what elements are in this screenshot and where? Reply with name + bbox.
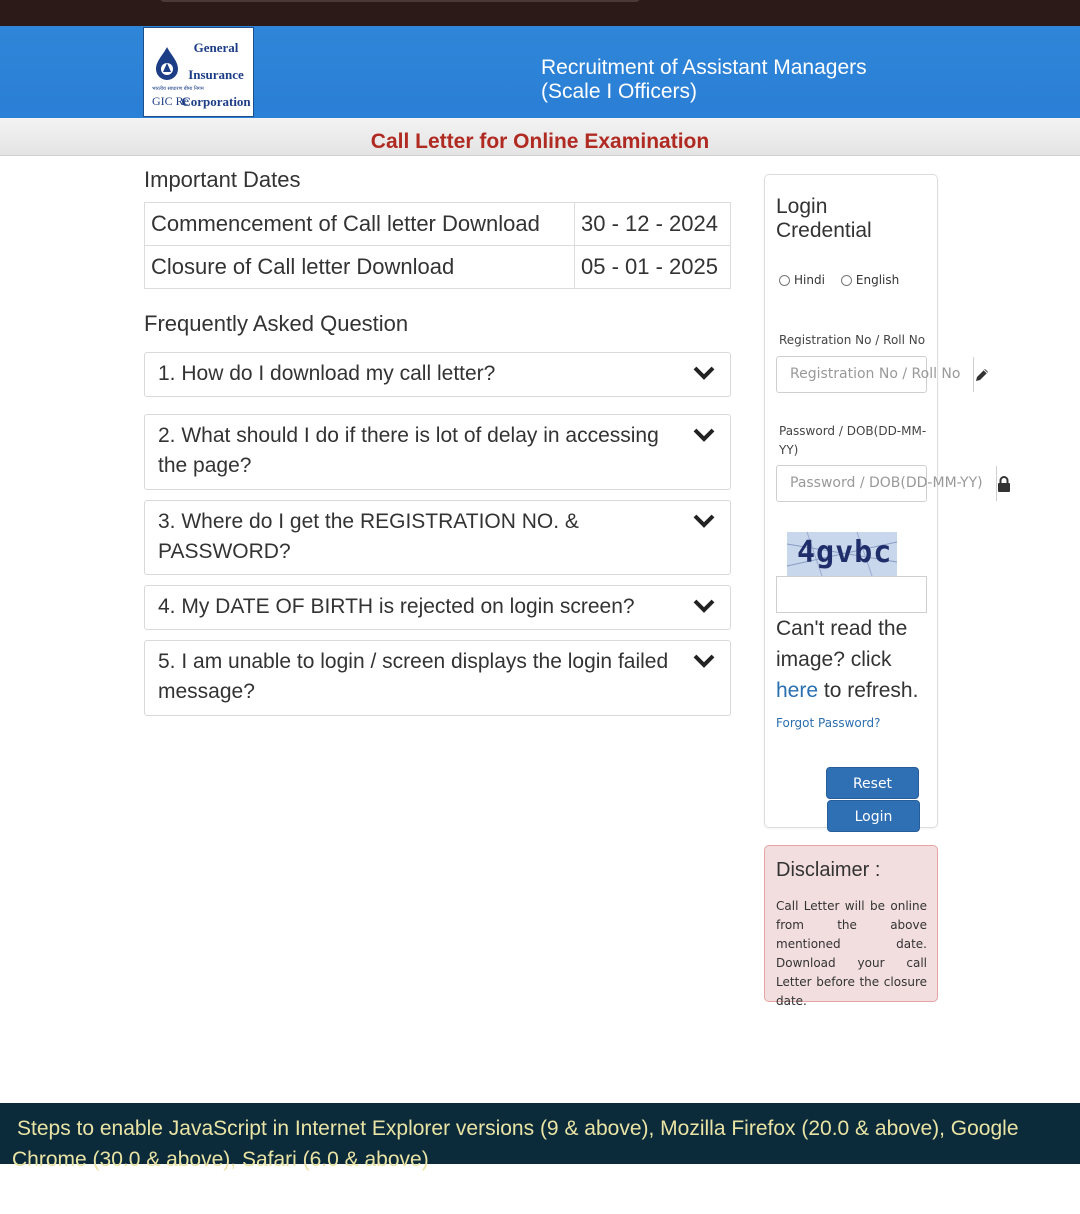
registration-addon <box>974 357 990 392</box>
gic-drop-logo-icon <box>153 46 181 82</box>
english-radio[interactable] <box>841 275 852 286</box>
login-title-line-2: Credential <box>776 219 872 242</box>
chevron-down-icon[interactable] <box>692 653 716 669</box>
hindi-radio[interactable] <box>779 275 790 286</box>
registration-input-group <box>776 356 961 393</box>
captcha-image <box>787 532 897 576</box>
registration-input[interactable]: Registration No / Roll No <box>777 357 974 392</box>
page-heading <box>541 56 961 104</box>
address-bar-edge <box>160 0 640 2</box>
chevron-down-icon[interactable] <box>692 365 716 381</box>
logo-gic-text: GIC Re <box>152 94 189 108</box>
heading-line-2: (Scale I Officers) <box>541 80 697 103</box>
faq-item-1[interactable] <box>144 352 731 397</box>
browser-top-bar <box>0 0 1080 26</box>
faq-question: 5. I am unable to login / screen displays the login failed message? <box>158 650 669 703</box>
chevron-down-icon[interactable] <box>692 513 716 529</box>
chevron-down-icon[interactable] <box>692 427 716 443</box>
page-subtitle: Call Letter for Online Examination <box>370 130 710 153</box>
disclaimer-text: Call Letter will be online from the above mentioned date. Download your call Letter before the closure date. <box>776 899 927 1008</box>
forgot-password-link[interactable]: Forgot Password? <box>776 716 881 730</box>
hindi-label[interactable]: Hindi <box>794 273 825 287</box>
chevron-down-icon[interactable] <box>692 598 716 614</box>
disclaimer-box <box>764 845 938 1008</box>
language-selector <box>779 273 899 287</box>
faq-item-2[interactable] <box>144 414 731 490</box>
english-label[interactable]: English <box>855 273 900 287</box>
password-label: Password / DOB(DD-MM-YY) <box>779 424 927 457</box>
date-label: Commencement of Call letter Download <box>145 203 575 246</box>
important-dates-table <box>144 202 731 289</box>
lock-icon <box>997 476 1011 492</box>
captcha-refresh-text <box>776 613 936 706</box>
login-panel <box>764 174 983 828</box>
date-label: Closure of Call letter Download <box>145 246 575 289</box>
cant-read-prefix: Can't read the image? click <box>776 617 908 671</box>
heading-line-1: Recruitment of Assistant Managers <box>541 56 867 79</box>
important-dates-title: Important Dates <box>144 167 301 192</box>
sub-header-bar <box>0 118 1080 156</box>
login-title <box>776 195 872 243</box>
captcha-input[interactable] <box>776 576 927 613</box>
password-input-group <box>776 465 983 502</box>
login-title-line-1: Login <box>776 195 828 218</box>
disclaimer-title: Disclaimer : <box>776 859 881 881</box>
faq-question: 3. Where do I get the REGISTRATION NO. & PASSWORD? <box>158 510 579 563</box>
faq-question: 4. My DATE OF BIRTH is rejected on login screen? <box>158 595 635 618</box>
login-button[interactable]: Login <box>827 800 920 832</box>
date-value: 30 - 12 - 2024 <box>575 203 731 246</box>
faq-item-3[interactable] <box>144 500 731 575</box>
pencil-icon <box>974 367 990 383</box>
password-addon <box>997 466 1011 501</box>
faq-title: Frequently Asked Question <box>144 311 409 336</box>
javascript-help-link[interactable]: Steps to enable JavaScript in Internet Explorer versions (9 & above), Mozilla Firefox (20.0 & above), Google Chrome (30.0 & above), Safari (6.0 & above) <box>12 1117 1019 1171</box>
password-input[interactable]: Password / DOB(DD-MM-YY) <box>777 466 997 501</box>
cant-read-suffix: to refresh. <box>823 679 919 702</box>
date-value: 05 - 01 - 2025 <box>575 246 731 289</box>
footer-bar <box>0 1103 1080 1171</box>
captcha-text: 4gvbc <box>797 535 893 570</box>
logo-hindi-text: भारतीय साधारण बीमा निगम <box>152 86 204 92</box>
table-row <box>145 246 731 289</box>
registration-label: Registration No / Roll No <box>779 333 926 347</box>
faq-item-4[interactable] <box>144 585 731 630</box>
reset-button[interactable]: Reset <box>826 767 919 799</box>
faq-question: 1. How do I download my call letter? <box>158 362 496 385</box>
faq-item-5[interactable] <box>144 640 731 716</box>
gic-logo[interactable] <box>143 27 254 117</box>
captcha-refresh-link[interactable]: here <box>776 679 819 702</box>
logo-line-1: General Insurance <box>188 40 244 82</box>
faq-question: 2. What should I do if there is lot of delay in accessing the page? <box>158 424 659 477</box>
table-row <box>145 203 731 246</box>
site-header <box>0 26 1080 118</box>
logo-line-2: Corporation <box>181 94 251 109</box>
